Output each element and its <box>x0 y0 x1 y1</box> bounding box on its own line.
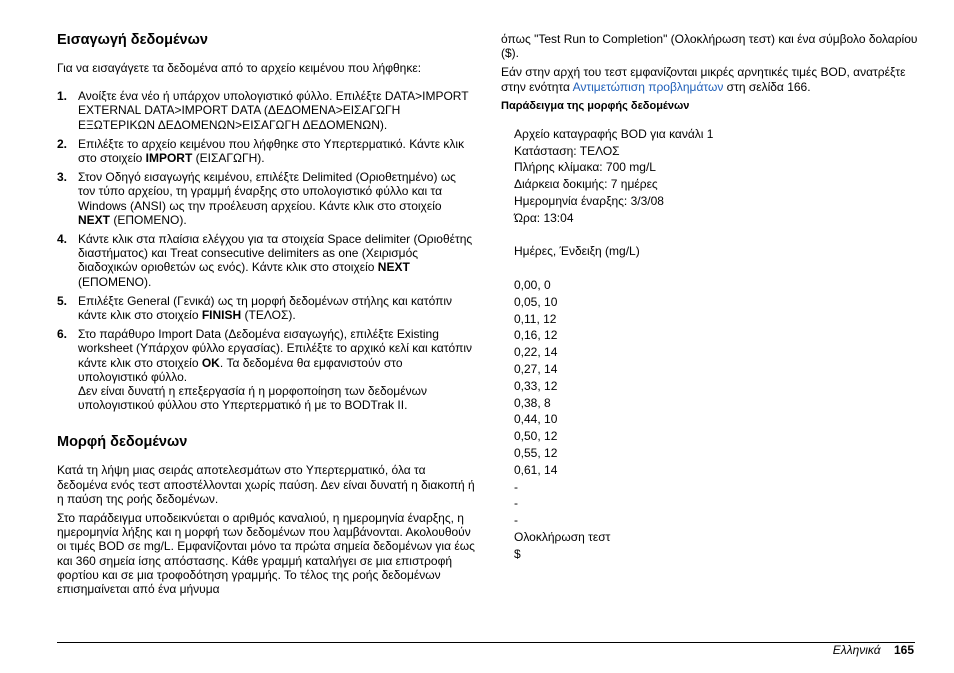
example-line: Πλήρης κλίμακα: 700 mg/L <box>514 160 656 175</box>
data-format-example <box>514 126 921 563</box>
footer-divider <box>57 642 915 643</box>
example-line: Κατάσταση: ΤΕΛΟΣ <box>514 143 620 158</box>
heading-import-data: Εισαγωγή δεδομένων <box>57 32 208 48</box>
step-text: Στο παράθυρο Import Data (Δεδομένα εισαγωγής), επιλέξτε Existing worksheet (Υπάρχον φύλλο εργασίας). Επιλέξτε το αρχικό κελί και κατόπιν κάντε κλικ στο στοιχείο <box>78 327 473 370</box>
example-line: Αρχείο καταγραφής BOD για κανάλι 1 <box>514 126 714 141</box>
step-5 <box>57 294 475 322</box>
step-number: 5. <box>57 293 68 308</box>
example-line: 0,27, 14 <box>514 361 558 376</box>
page-footer <box>833 643 914 657</box>
example-line <box>514 227 921 244</box>
example-line: - <box>514 513 518 528</box>
example-line: $ <box>514 546 521 561</box>
example-line: Διάρκεια δοκιμής: 7 ημέρες <box>514 177 658 192</box>
step-text: Επιλέξτε το αρχείο κειμένου που λήφθηκε στο Υπερτερματικό. Κάντε κλικ στο στοιχείο <box>78 136 465 166</box>
example-line: 0,22, 14 <box>514 345 558 360</box>
step-keyword: FINISH <box>201 308 242 323</box>
step-4 <box>57 232 475 289</box>
intro-text: Για να εισαγάγετε τα δεδομένα από το αρχείο κειμένου που λήφθηκε: <box>57 61 422 75</box>
example-line: Ώρα: 13:04 <box>514 210 574 225</box>
step-number: 4. <box>57 232 68 247</box>
example-line: Ημερομηνία έναρξης: 3/3/08 <box>514 194 664 208</box>
example-line <box>514 260 921 277</box>
left-column <box>57 32 475 596</box>
footer-language: Ελληνικά <box>832 643 881 657</box>
step-note: Δεν είναι δυνατή η επεξεργασία ή η μορφοποίηση των δεδομένων υπολογιστικού φύλλου στο Υπερτερματικό ή με το BODTrak II. <box>78 384 427 413</box>
step-keyword: OK <box>201 355 220 370</box>
example-line: 0,44, 10 <box>514 412 558 427</box>
example-line: - <box>514 496 518 511</box>
example-line: 0,55, 12 <box>514 445 558 460</box>
paragraph-example: Στο παράδειγμα υποδεικνύεται ο αριθμός καναλιού, η ημερομηνία έναρξης, η ημερομηνία λήξης και η μορφή των δεδομένων που λαμβάνονται. Ακολουθούν οι τιμές BOD σε mg/L. Εμφανίζονται μόνο τα πρώτα σημεία δεδομένων για έως και 360 σημεία ίσης απόστασης. Κάθε γραμμή καταλήγει σε μια επιστροφή φορτίου και σε μια τροφοδότηση γραμμής. Το τέλος της ροής δεδομένων επισημαίνεται από ένα μήνυμα <box>57 511 475 597</box>
step-text: Στον Οδηγό εισαγωγής κειμένου, επιλέξτε Delimited (Οριοθετημένο) ως τον τύπο αρχείου, τη γραμμή έναρξης στο υπολογιστικό φύλλο και τα Windows (ANSI) ως την προέλευση αρχείου. Κάντε κλικ στο στοιχείο <box>78 170 456 213</box>
step-text-end: (ΤΕΛΟΣ). <box>241 308 296 323</box>
step-text: Κάντε κλικ στα πλαίσια ελέγχου για τα στοιχεία Space delimiter (Οριοθέτης διαστήματος) και Treat consecutive delimiters as one (Χειρισμός διαδοχικών οριοθετών ως ενός). Κάντε κλικ στο στοιχείο <box>78 232 473 275</box>
troubleshooting-link[interactable]: Αντιμετώπιση προβλημάτων <box>572 79 724 94</box>
step-6 <box>57 327 475 412</box>
example-line: Ολοκλήρωση τεστ <box>514 529 611 544</box>
example-line: 0,33, 12 <box>514 378 558 393</box>
example-line: 0,16, 12 <box>514 328 558 343</box>
paragraph-troubleshooting <box>501 65 921 93</box>
step-number: 3. <box>57 170 68 185</box>
step-keyword: IMPORT <box>145 151 193 166</box>
step-2 <box>57 137 475 165</box>
heading-data-format: Μορφή δεδομένων <box>57 434 188 451</box>
example-title: Παράδειγμα της μορφής δεδομένων <box>501 99 690 112</box>
step-text-end: (ΕΠΟΜΕΝΟ). <box>78 274 152 289</box>
right-column <box>501 32 921 563</box>
example-line: 0,11, 12 <box>514 311 557 326</box>
step-keyword: NEXT <box>78 212 111 227</box>
troubleshooting-text-end: στη σελίδα 166. <box>723 79 811 94</box>
step-1 <box>57 89 475 132</box>
step-text-end: (ΕΠΟΜΕΝΟ). <box>110 212 187 227</box>
example-line: 0,61, 14 <box>514 462 558 477</box>
example-line: 0,05, 10 <box>514 294 558 309</box>
paragraph-continuation: όπως "Test Run to Completion" (Ολοκλήρωση τεστ) και ένα σύμβολο δολαρίου ($). <box>501 32 918 61</box>
step-number: 6. <box>57 327 68 342</box>
step-number: 1. <box>57 89 68 104</box>
step-number: 2. <box>57 136 68 151</box>
paragraph-download: Κατά τη λήψη μιας σειράς αποτελεσμάτων στο Υπερτερματικό, όλα τα δεδομένα ενός τεστ αποστέλλονται χωρίς παύση. Δεν είναι δυνατή η διακοπή ή η παύση της ροής δεδομένων. <box>57 463 475 506</box>
troubleshooting-text: Εάν στην αρχή του τεστ εμφανίζονται μικρές αρνητικές τιμές BOD, ανατρέξτε στην ενότητα <box>501 65 906 94</box>
example-line: 0,50, 12 <box>514 429 558 444</box>
step-text-end: . Τα δεδομένα θα εμφανιστούν στο υπολογιστικό φύλλο. <box>78 355 403 384</box>
example-line: Ημέρες, Ένδειξη (mg/L) <box>514 244 640 259</box>
example-line: 0,38, 8 <box>514 395 551 410</box>
example-line: 0,00, 0 <box>514 277 551 292</box>
page-number: 165 <box>893 643 914 657</box>
step-3 <box>57 170 475 227</box>
import-steps-list <box>57 89 475 412</box>
step-keyword: NEXT <box>377 260 410 275</box>
example-line: - <box>514 479 518 494</box>
step-text-end: (ΕΙΣΑΓΩΓΗ). <box>192 151 265 166</box>
step-text: Επιλέξτε General (Γενικά) ως τη μορφή δεδομένων στήλης και κατόπιν κάντε κλικ στο στοιχείο <box>78 293 453 323</box>
step-text: Ανοίξτε ένα νέο ή υπάρχον υπολογιστικό φύλλο. Επιλέξτε DATA>IMPORT EXTERNAL DATA>IMPORT DATA (ΔΕΔΟΜΕΝΑ>ΕΙΣΑΓΩΓΗ ΕΞΩΤΕΡΙΚΩΝ ΔΕΔΟΜΕΝΩΝ>ΕΙΣΑΓΩΓΗ ΔΕΔΟΜΕΝΩΝ). <box>78 89 469 132</box>
